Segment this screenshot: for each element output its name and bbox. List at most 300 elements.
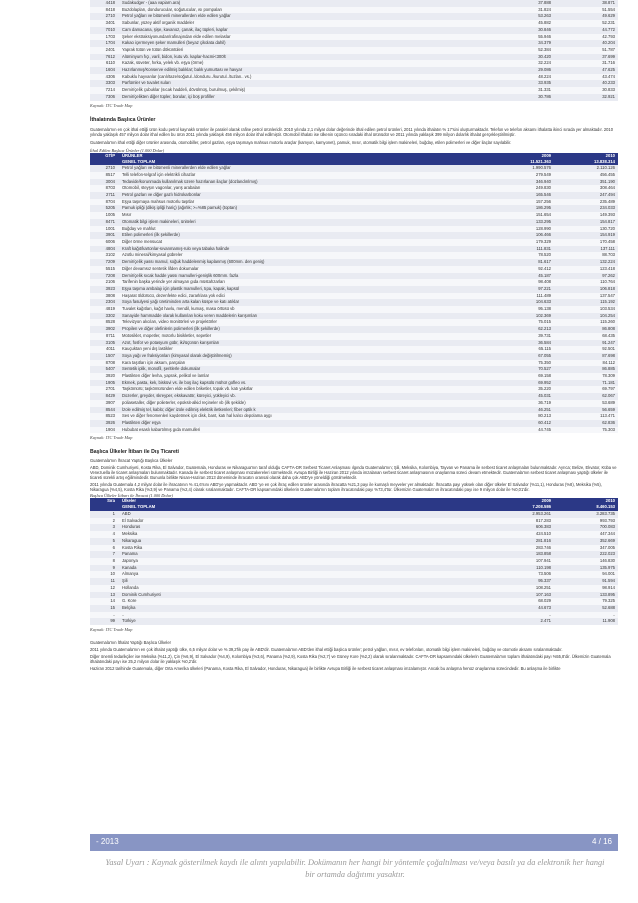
- row-value-2: 170.458: [554, 239, 618, 246]
- row-value-2: 103.534: [554, 306, 618, 313]
- row-code: 13: [90, 592, 119, 599]
- row-value-1: 55.946: [490, 34, 554, 41]
- row-desc: Ekmek, pasta, kek, bisküvi vs. ile boş ilaç kapsülü mühür gofleo vs.: [119, 380, 490, 387]
- row-desc: Kabuklu hayvanlar (canlı/taze/soğutul../donduru../kurutul../tuzlan.. vs.): [119, 74, 490, 81]
- row-value-1: 102.369: [490, 313, 554, 320]
- row-value-2: 154.817: [554, 219, 618, 226]
- row-value-1: 107.163: [490, 592, 554, 599]
- row-value-2: 113.471: [554, 413, 618, 420]
- row-desc: Taşkömürü; taşkömüründen elde edilen briketler, topak vb. katı yakıtlar: [119, 386, 490, 393]
- row-value-1: 35.220: [490, 386, 554, 393]
- row-value-2: 40.233: [554, 80, 618, 87]
- imports-heading: İthalatında Başlıca Ürünler: [90, 116, 156, 123]
- table-row: [90, 326, 618, 333]
- row-code: 3102: [90, 252, 119, 259]
- header-desc: ÜRÜNLER: [119, 153, 490, 159]
- row-desc: Hollanda: [119, 585, 490, 592]
- row-value-2: 123.418: [554, 266, 618, 273]
- row-value-2: 44.772: [554, 27, 618, 34]
- row-code: 8528: [90, 319, 119, 326]
- row-desc: Kara taşıtları için aksam, parçaları: [119, 360, 490, 367]
- table-row: [90, 74, 618, 81]
- row-code: 3920: [90, 373, 119, 380]
- row-desc: Mısır: [119, 212, 490, 219]
- row-value-1: 95.138: [490, 306, 554, 313]
- row-value-2: 37.699: [554, 54, 618, 61]
- page-number: 4 / 16: [591, 837, 612, 846]
- table-row: [90, 380, 618, 387]
- row-value-1: 97.221: [490, 286, 554, 293]
- row-value-2: 3.283.735: [554, 511, 618, 518]
- row-value-1: 62.213: [490, 326, 554, 333]
- row-value-1: 95.337: [490, 578, 554, 585]
- row-desc: Kakao içermeyen şeker mamulleri (beyaz çikolata dahil): [119, 40, 490, 47]
- row-value-1: 67.055: [490, 353, 554, 360]
- row-desc: Hazırlanmış/Konserve edilmiş balıklar; balık yumurtası ve havyar: [119, 67, 490, 74]
- row-code: ..: [90, 612, 119, 619]
- row-desc: Diğer örme mensucat: [119, 239, 490, 246]
- row-value-1: 179.329: [490, 239, 554, 246]
- row-desc: Demir/çelik çubuklar (sıcak haddeli, dövülmüş, burulmuş, çekilmiş): [119, 87, 490, 94]
- row-code: 1704: [90, 40, 119, 47]
- row-code: 4011: [90, 346, 119, 353]
- row-value-2: 132.224: [554, 259, 618, 266]
- row-code: 15: [90, 605, 119, 612]
- row-desc: Plastikten diğer eşya: [119, 420, 490, 427]
- row-code: 7306: [90, 94, 119, 101]
- row-value-2: 62.836: [554, 420, 618, 427]
- row-code: 1: [90, 511, 119, 518]
- row-value-2: 75.303: [554, 427, 618, 434]
- row-value-2: 993.793: [554, 518, 618, 525]
- row-value-2: 94.001: [554, 571, 618, 578]
- row-desc: Demir/çelik yassı mamul, soğuk haddelenmiş kaplanmış (600mm. den geniş): [119, 259, 490, 266]
- row-desc: Plastikten diğer levha, yaprak, pelikül ve lamlar: [119, 373, 490, 380]
- row-value-1: 37.888: [490, 0, 554, 7]
- row-desc: ..: [119, 612, 490, 619]
- row-value-2: 110.764: [554, 279, 618, 286]
- row-desc: Azotlu mineral/kimyasal gübreler: [119, 252, 490, 259]
- row-value-1: 30.786: [490, 94, 554, 101]
- row-code: 9: [90, 565, 119, 572]
- row-desc: G. Kore: [119, 598, 490, 605]
- imports-para-1: Guatemala'nın en çok ithal ettiği ürün kodu petrol kaynaklı ürünler ile paralel olarak rafine petrol ürünleridir. 2010 yılında 2,1 milyar dolar değerinde ithal edilen petrol ürünleri, 2011 yılında ithalatın % 17'sini oluşturmaktadır. Telefon ve telefon aksamı ithalatta ikinci sırada yer almaktadır. 2010 yılında yaklaşık 457 milyon dolar ithal edilen bu ürün 2011 yılında yaklaşık 456 milyon dolar ithal edilmiştir. Otomobil ithalatı ise ülkenin üçüncü sıradaki ithal ürünüdür ve 2011 yılında yaklaşık 399 milyon dolarlık ithalat gerçekleştirilmiştir.: [90, 126, 613, 137]
- row-desc: Otomobil, steyşın vagonlar, yarış arabaları: [119, 185, 490, 192]
- row-value-1: 606.383: [490, 524, 554, 531]
- row-desc: Haşarat öldürücü, dezenfekte edici, zararlılara yok edici: [119, 293, 490, 300]
- row-code: 11: [90, 578, 119, 585]
- row-value-1: 111.831: [490, 246, 554, 253]
- table-row: [90, 551, 618, 558]
- total-spacer: [90, 159, 119, 166]
- row-desc: El Salvador: [119, 518, 490, 525]
- row-value-2: 69.797: [554, 386, 618, 393]
- table-row: [90, 7, 618, 14]
- table-row: [90, 360, 618, 367]
- table-row: [90, 172, 618, 179]
- row-code: 8: [90, 558, 119, 565]
- row-value-1: 151.654: [490, 212, 554, 219]
- row-code: 2304: [90, 299, 119, 306]
- row-desc: Ses ve diğer fenomenleri kaydetmek için disk, bant, katı hal kalıcı depolama aygı: [119, 413, 490, 420]
- total-spacer: [90, 504, 119, 511]
- table-row: [90, 246, 618, 253]
- table-row: [90, 185, 618, 192]
- table-total-row: [90, 504, 618, 511]
- row-value-1: 36.719: [490, 400, 554, 407]
- exports-subheading: Guatemala'nın İhracat Yaptığı Başlıca Ülkeler: [90, 458, 173, 464]
- row-value-2: ..: [554, 612, 618, 619]
- row-value-1: 817.283: [490, 518, 554, 525]
- row-value-2: 149.393: [554, 212, 618, 219]
- row-value-1: 46.251: [490, 407, 554, 414]
- row-desc: Eşya taşıma ambalajı için plastik mamulleri, tıpa, kapak, kapsül: [119, 286, 490, 293]
- row-value-2: 86.808: [554, 326, 618, 333]
- table-row: [90, 373, 618, 380]
- table-row: [90, 279, 618, 286]
- table-row: [90, 605, 618, 612]
- table-row: [90, 400, 618, 407]
- row-value-2: 700.083: [554, 524, 618, 531]
- row-value-2: 52.231: [554, 20, 618, 27]
- row-value-2: 347.005: [554, 545, 618, 552]
- row-value-2: 115.260: [554, 319, 618, 326]
- row-code: 3: [90, 524, 119, 531]
- row-value-1: 165.546: [490, 192, 554, 199]
- exports-para-2: 2011 yılında Guatemala 4,2 milyar dolar ile ihracatının % 41,6'sını ABD'ye yapmaktadır. ABD 'ye en çok ihraç edilen ürünler arasında ihracatta %21,3 payı ile kumaşlı meyveler yer almaktadır. İhracatta payı yüksek olan diğer ülkeler El Salvador (%11,1), Honduras (%8), Meksika (%5), Nikaragua (%4,5), Kosta Rika (%3,9) ve Panama (%2,4) olarak sıralanmaktadır. CAFTA-DR kapsamındaki ülkelerin Guatemala'nın toplam ihracatındaki payı %73,4'tür. Ülkemizin Guatemala'nın ihracatındaki payı ise 9 milyon dolar ile %0,01'dir.: [90, 482, 602, 493]
- table-row: [90, 340, 618, 347]
- table-row: [90, 179, 618, 186]
- imports-para-2: Guatemala'nın ithal ettiği diğer ürünler arasında, otomobiller, petrol gazları, eşya taşımaya mahsus motorlu araçlar (kamyon, kamyonet), pamuk, mısır, otomatik bilgi işlem makineleri, buğday, etilen polimerleri ve diğer ilaçlar sayılabilir.: [90, 139, 512, 145]
- row-value-2: 49.629: [554, 13, 618, 20]
- row-value-1: 2.953.261: [490, 511, 554, 518]
- row-value-1: 39.731: [490, 333, 554, 340]
- row-value-2: 31.716: [554, 60, 618, 67]
- row-value-2: 53.689: [554, 400, 618, 407]
- table-row: [90, 199, 618, 206]
- table-row: [90, 239, 618, 246]
- row-code: 3808: [90, 293, 119, 300]
- row-desc: ABD: [119, 511, 490, 518]
- row-code: 5: [90, 538, 119, 545]
- exports-table-caption: Başlıca Ülkeler İtibarı ile İhracat (1.000 Dolar): [90, 493, 173, 499]
- table-row: [90, 538, 618, 545]
- row-desc: Meksika: [119, 531, 490, 538]
- row-code: 3004: [90, 179, 119, 186]
- row-desc: poliasetaller, diğer polieterler, epoksit-alkid reçineler vb (ilk şekilde): [119, 400, 490, 407]
- row-value-2: 98.914: [554, 585, 618, 592]
- row-code: 2710: [90, 13, 119, 20]
- row-value-1: 34.379: [490, 40, 554, 47]
- row-desc: Propilen ve diğer olefinlerin polimerleri (ilk şekillerde): [119, 326, 490, 333]
- header-year-1: 2009: [490, 153, 554, 159]
- document-page: [90, 0, 618, 671]
- row-desc: Kazak, süveter, hırka, yelek vb. eşya (örme): [119, 60, 490, 67]
- table-row: [90, 585, 618, 592]
- top-products-table: [90, 0, 618, 101]
- table-row: [90, 13, 618, 20]
- import-countries-para-1: 2011 yılında Guatemala'nın en çok ithalat yaptığı ülke, 6,5 milyar dolar ve % 39,2'lik pay ile ABD'dir. Guatemala'nın ABD'den ithal ettiği başlıca ürünler; petrol yağları, mısır, ev telefonları, otomatik bilgi işlem makineleri, buğday ve otomotiv aksamı sıralanmaktadır.: [90, 647, 563, 653]
- row-desc: Eşya taşımaya mahsus motorlu taşıtlar: [119, 199, 490, 206]
- row-value-2: 30.833: [554, 87, 618, 94]
- row-value-1: 73.506: [490, 571, 554, 578]
- row-code: 8711: [90, 333, 119, 340]
- row-desc: Dominik Cumhuriyeti: [119, 592, 490, 599]
- row-desc: Buğday ve mahlut: [119, 226, 490, 233]
- row-desc: Petrol yağları ve bitümenli minerallerden elde edilen yağlar: [119, 165, 490, 172]
- table-row: [90, 299, 618, 306]
- row-value-2: 447.344: [554, 531, 618, 538]
- row-desc: Pamuk ipliği (dikiş ipliği hariç) (ağırlık; >=%85 pamuk) (toptan): [119, 205, 490, 212]
- row-value-1: 33.935: [490, 80, 554, 87]
- row-value-1: 45.031: [490, 393, 554, 400]
- row-value-1: 68.029: [490, 598, 554, 605]
- table-row: [90, 306, 618, 313]
- header-year-2: 2010: [554, 153, 618, 159]
- row-desc: Sentetik iplik, monofil, şeritlerle dokumalar: [119, 366, 490, 373]
- row-desc: Belçika: [119, 605, 490, 612]
- row-code: 7208: [90, 273, 119, 280]
- row-value-2: 456.455: [554, 172, 618, 179]
- row-value-2: 308.464: [554, 185, 618, 192]
- exports-table-source: Kaynak: ITC Trade Map: [90, 627, 133, 633]
- row-code: 6: [90, 545, 119, 552]
- row-value-2: 51.554: [554, 7, 618, 14]
- total-value-1: 7.208.586: [490, 504, 554, 511]
- row-code: 10: [90, 571, 119, 578]
- row-code: 2710: [90, 165, 119, 172]
- row-value-2: 43.474: [554, 74, 618, 81]
- row-code: 8523: [90, 413, 119, 420]
- row-desc: Tarifenin başka yerinde yer almayan gıda müstahzarları: [119, 279, 490, 286]
- table-row: [90, 54, 618, 61]
- row-value-1: 92.412: [490, 266, 554, 273]
- row-desc: Almanya: [119, 571, 490, 578]
- row-value-1: 106.466: [490, 232, 554, 239]
- table-row: [90, 27, 618, 34]
- row-value-2: 137.111: [554, 246, 618, 253]
- row-value-1: 52.384: [490, 47, 554, 54]
- row-desc: Honduras: [119, 524, 490, 531]
- row-code: 3302: [90, 313, 119, 320]
- row-desc: Sanayide hammadde olarak kullanılan koku veren maddelerin karışımları: [119, 313, 490, 320]
- row-code: 5515: [90, 266, 119, 273]
- table-row: [90, 592, 618, 599]
- row-code: 8517: [90, 172, 119, 179]
- table-row: [90, 565, 618, 572]
- row-code: 7209: [90, 259, 119, 266]
- row-code: 14: [90, 598, 119, 605]
- row-code: 2: [90, 518, 119, 525]
- row-value-2: 42.793: [554, 34, 618, 41]
- row-code: 2701: [90, 386, 119, 393]
- table-row: [90, 94, 618, 101]
- row-desc: Japonya: [119, 558, 490, 565]
- row-desc: Demir/çelik sıcak hadde yassı mamulleri-genişlik 600mm. fazla: [119, 273, 490, 280]
- row-desc: İzole edilmiş tel, kablo; diğer izole edilmiş elektrik iletkenleri; fiber optik k: [119, 407, 490, 414]
- row-value-1: 75.015: [490, 319, 554, 326]
- row-value-2: 47.625: [554, 67, 618, 74]
- total-value-2: 8.460.153: [554, 504, 618, 511]
- row-desc: Petrol gazları ve diğer gazlı hidrokarbonlar: [119, 192, 490, 199]
- row-value-2: 71.181: [554, 380, 618, 387]
- total-label: GENEL TOPLAM: [119, 159, 490, 166]
- row-value-1: 283.746: [490, 545, 554, 552]
- row-desc: Nikaragua: [119, 538, 490, 545]
- table-row: [90, 386, 618, 393]
- row-desc: Sabunlar, yüzey aktif organik maddeler: [119, 20, 490, 27]
- row-code: 1904: [90, 427, 119, 434]
- import-countries-para-3: Haziran 2012 tarihinde Guatemala, diğer Orta Amerika ülkeleri (Panama, Kosta Rika, El Salvador, Honduras, Nikaragua) ile birlikte Avrupa Birliği ile serbest ticaret anlaşması imzalamıştır. Ancak bu anlaşma henüz onaylanma sürecindedir. Bu anlaşma ile birlikte: [90, 666, 561, 672]
- table-row: [90, 393, 618, 400]
- row-value-2: 84.112: [554, 360, 618, 367]
- row-value-2: 86.885: [554, 366, 618, 373]
- row-value-2: 38.871: [554, 0, 618, 7]
- row-desc: Parfümler ve tuvalet suları: [119, 80, 490, 87]
- row-code: 3923: [90, 286, 119, 293]
- table-row: [90, 612, 618, 619]
- table-row: [90, 20, 618, 27]
- row-code: 99: [90, 618, 119, 625]
- header-year-2: 2010: [554, 498, 618, 504]
- row-value-1: 36.584: [490, 340, 554, 347]
- row-value-2: 104.254: [554, 313, 618, 320]
- row-value-2: 235.489: [554, 199, 618, 206]
- row-desc: Tuvalet kağıtları, kağıt havlu, mendil, kumaş, masa örtüsü vb: [119, 306, 490, 313]
- row-value-1: 31.331: [490, 87, 554, 94]
- row-value-1: 98.408: [490, 279, 554, 286]
- table-row: [90, 252, 618, 259]
- row-value-2: 91.594: [554, 578, 618, 585]
- row-desc: Petrol yağları ve bitümenli minerallerden elde edilen yağlar: [119, 13, 490, 20]
- exports-heading: Başlıca Ülkeler İtibarı ile Dış Ticareti: [90, 449, 180, 456]
- row-desc: Dozerler, greyder, skreyper, ekskavatör, küreyici, yükleyici vb.: [119, 393, 490, 400]
- row-value-1: 75.350: [490, 360, 554, 367]
- table-row: [90, 87, 618, 94]
- table-row: [90, 598, 618, 605]
- row-value-1: 81.617: [490, 259, 554, 266]
- row-code: 7214: [90, 87, 119, 94]
- table-row: [90, 545, 618, 552]
- imports-table-caption: İthal Edilen Başlıca Ürünler (1.000 Dolar): [90, 147, 165, 153]
- row-code: 8418: [90, 7, 119, 14]
- row-code: 3401: [90, 20, 119, 27]
- row-code: 7612: [90, 54, 119, 61]
- table-row: [90, 366, 618, 373]
- row-value-2: 52.688: [554, 605, 618, 612]
- row-value-1: 69.952: [490, 380, 554, 387]
- table-row: [90, 165, 618, 172]
- row-value-2: 97.262: [554, 273, 618, 280]
- row-value-1: 1.990.576: [490, 165, 554, 172]
- page-footer-bar: [90, 834, 618, 851]
- row-desc: Tedavide/korunmada kullanılmak üzere hazırlanan ilaçlar (dozlandırılmış): [119, 179, 490, 186]
- row-value-1: 29.086: [490, 67, 554, 74]
- row-value-2: 11.908: [554, 618, 618, 625]
- row-value-1: 80.213: [490, 413, 554, 420]
- row-desc: Televizyon alıcıları, video monitörleri ve projektörler: [119, 319, 490, 326]
- row-desc: Demir/çelikten diğer tüpler, borular, içi boş profiller: [119, 94, 490, 101]
- row-value-2: 130.720: [554, 226, 618, 233]
- row-desc: Alüminyum fıçı, varil, bidon, kutu vb. kaplar-hacmi<300lt: [119, 54, 490, 61]
- row-code: 6006: [90, 239, 119, 246]
- row-value-2: 352.669: [554, 538, 618, 545]
- row-code: 8429: [90, 393, 119, 400]
- row-value-2: 79.325: [554, 598, 618, 605]
- table-row: [90, 286, 618, 293]
- row-desc: Şeker ekstraksiyonundan/rafinajından elde edilen melaslar: [119, 34, 490, 41]
- table-row: [90, 531, 618, 538]
- row-code: 7: [90, 551, 119, 558]
- table-row: [90, 333, 618, 340]
- table-row: [90, 293, 618, 300]
- row-code: 7010: [90, 27, 119, 34]
- row-value-2: 68.435: [554, 333, 618, 340]
- row-value-2: 51.787: [554, 47, 618, 54]
- row-value-1: ..: [490, 612, 554, 619]
- row-desc: Panama: [119, 551, 490, 558]
- exports-table: [90, 498, 618, 625]
- row-value-1: 104.633: [490, 299, 554, 306]
- row-value-1: 279.549: [490, 172, 554, 179]
- table-row: [90, 420, 618, 427]
- row-code: 1604: [90, 67, 119, 74]
- row-desc: Kraft kağıt/kartonlar-sıvanmamış-rulo veya tabaka halinde: [119, 246, 490, 253]
- row-value-2: 247.494: [554, 192, 618, 199]
- row-desc: Sudakudger - (aaa vapiarn.ara): [119, 0, 490, 7]
- row-value-2: 106.818: [554, 286, 618, 293]
- import-countries-subheading: Guatemala'nın İthalat Yaptığı Başlıca Ülkeler: [90, 640, 171, 646]
- table-row: [90, 319, 618, 326]
- row-value-2: 154.919: [554, 232, 618, 239]
- table-row: [90, 226, 618, 233]
- table-row: [90, 60, 618, 67]
- row-code: 4418: [90, 0, 119, 7]
- table-row: [90, 0, 618, 7]
- row-value-2: 146.830: [554, 558, 618, 565]
- row-desc: Soya fasulyesi yağı üretiminden arta kalan küspe ve katı atıklar: [119, 299, 490, 306]
- row-code: 3901: [90, 232, 119, 239]
- table-row: [90, 212, 618, 219]
- row-code: 4: [90, 531, 119, 538]
- row-value-2: 137.547: [554, 293, 618, 300]
- table-row: [90, 47, 618, 54]
- row-code: 1001: [90, 226, 119, 233]
- row-value-1: 133.295: [490, 219, 554, 226]
- table-row: [90, 427, 618, 434]
- row-code: 1507: [90, 353, 119, 360]
- row-code: 8708: [90, 360, 119, 367]
- row-value-2: 88.703: [554, 252, 618, 259]
- total-label: GENEL TOPLAM: [119, 504, 490, 511]
- row-desc: Azot, fosfor ve potasyum gübr, iki/üçünün karışımları: [119, 340, 490, 347]
- top-table-source: Kaynak: ITC Trade Map: [90, 102, 133, 108]
- import-countries-para-2: Diğer önemli tedarikçiler ise Meksika (%11,2), Çin (%6,9), El Salvador (%4,9), Kolombiya (%3,6), Panama (%2,9), Kosta Rika (%2,7) ve Güney Kore (%2,2) olarak sıralanmaktadır. CAFTA-DR kapsamındaki ülkelerin Guatemala'nın toplam ithalatındaki payı %55,8'dir. Ülkemizin Guatemala ithalatındaki payı ise 25,2 milyon dolar ile yaklaşık %0,2'dir.: [90, 654, 611, 665]
- table-row: [90, 259, 618, 266]
- row-desc: Otomatik bilgi işlem makineleri, üniteleri: [119, 219, 490, 226]
- row-value-1: 186.295: [490, 205, 554, 212]
- row-code: 1905: [90, 380, 119, 387]
- row-code: 3907: [90, 400, 119, 407]
- row-value-2: 2.110.126: [554, 165, 618, 172]
- row-desc: Etilen polimerleri (ilk şekillerde): [119, 232, 490, 239]
- table-row: [90, 511, 618, 518]
- row-value-1: 249.830: [490, 185, 554, 192]
- row-value-2: 115.192: [554, 299, 618, 306]
- row-code: 4306: [90, 74, 119, 81]
- table-row: [90, 578, 618, 585]
- row-code: 2401: [90, 47, 119, 54]
